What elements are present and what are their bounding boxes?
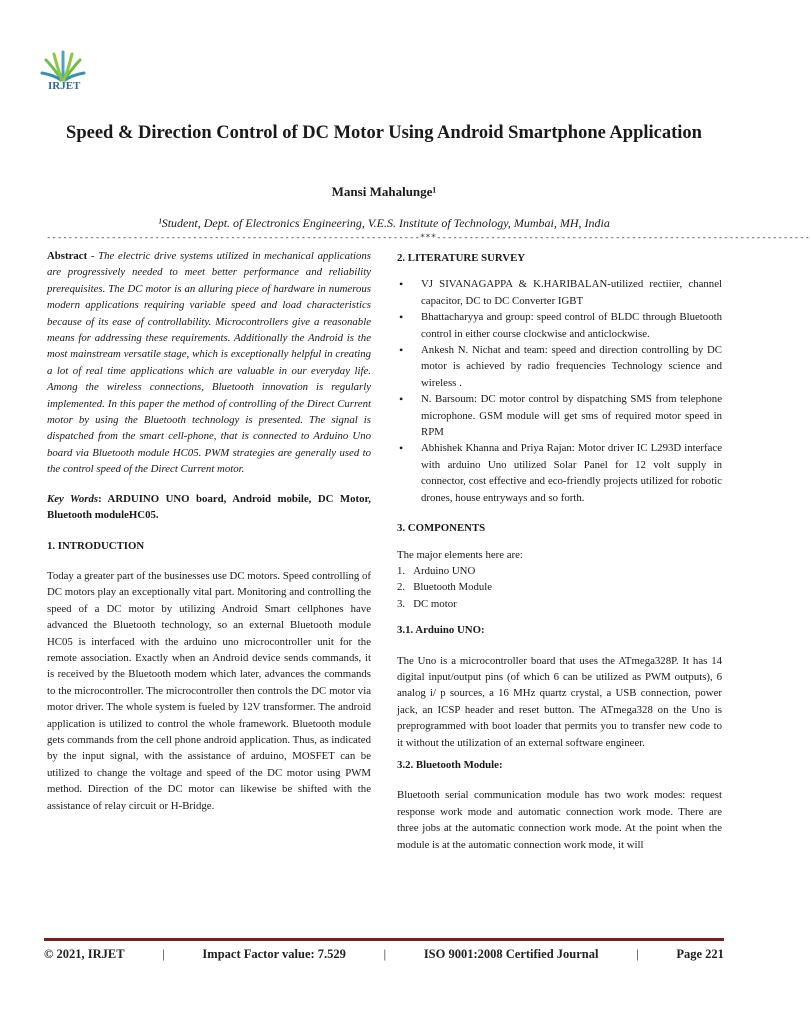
list-item: 1. Arduino UNO [397,564,476,577]
list-item: • N. Barsoum: DC motor control by dispatching SMS from telephone microphone. GSM module will get sms of required motor speed in RPM [421,391,722,440]
footer-copyright: © 2021, IRJET [44,947,125,961]
footer-separator: | [636,947,639,961]
list-item: • Bhattacharyya and group: speed control of BLDC through Bluetooth control in either course clockwise and anticlockwise. [421,309,722,342]
arduino-text: The Uno is a microcontroller board that uses the ATmega328P. It has 14 digital input/output pins (of which 6 can be utilized as PWM outputs), 6 analog i/ p sources, a 16 MHz quartz crystal, a USB connection, power jack, an ICSP header and reset button. The ATmega328 on the Uno is preprogrammed with boot loader that permits you to transfer new code to it without the utilization of an external software engineer. [397,654,722,749]
abstract-text: - The electric drive systems utilized in mechanical applications are progressively needed to meet better performance and reliability prerequisites. The DC motor is an alluring piece of hardware in numerous modern applications requiring variable speed and load characteristics because of its ease of controllability. Microcontrollers give a reasonable means for addressing these requirements. Additionally the Android is the most mainstream versatile stage, which is exceptionally helpful in creating a lot of real time applications which are valuable in our everyday life. Among the wireless connections, Bluetooth innovation is regularly implemented. In this paper the method of controlling of the Direct Current motor by using the Bluetooth technology is presented. The signal is dispatched from the smart cell-phone, that is connected to Arduino Uno board via Bluetooth module HC05. PWM strategies are generally used to the control speed of the Direct Current motor. [47,250,371,476]
introduction-text: Today a greater part of the businesses use DC motors. Speed controlling of DC motors play an exceptionally vital part. Monitoring and controlling the speed of a DC motor by utilizing Android Smart cellphones have advanced the Bluetooth technology, so an external Bluetooth module HC05 is interfaced with the arduino uno microcontroller unit for the remote association. Exactly when an Android device sends commands, it is received by the Bluetooth modem which later, advances the commands to the microcontroller. The microcontroller then controls the DC motor via motor driver. The whole system is fueled by 12V transformer. The android application is utilized to control the whole framework. Bluetooth module gets commands from the cell phone android application. Thus, as indicated by the input signal, with the assistance of arduino, MOSFET can be utilized to change the voltage and speed of the DC motor using PWM method. Direction of the DC motor can likewise be shifted with the assistance of relay circuit or H-Bridge. [47,569,371,812]
right-column [397,248,722,853]
journal-logo-text: IRJET [48,80,81,92]
bluetooth-text: Bluetooth serial communication module has two work modes: request response work mode and automatic connection work mode. There are three jobs at the automatic connection work mode. At the point when the module is at the automatic connection work mode, it will [397,789,722,851]
keywords [47,491,371,524]
arduino-heading: 3.1. Arduino UNO: [397,624,485,637]
components-list [397,563,722,612]
header-divider: ---------------------------------------------------------------------***--------------------------------------------------------------------- [46,233,810,243]
list-item: • VJ SIVANAGAPPA & K.HARIBALAN-utilized rectiier, channel capacitor, DC to DC Converter IGBT [421,276,722,309]
author-name: Mansi Mahalunge¹ [331,184,437,199]
components-heading: 3. COMPONENTS [397,522,486,535]
list-item: 3. DC motor [397,597,457,610]
bluetooth-heading: 3.2. Bluetooth Module: [397,758,503,771]
list-item: • Ankesh N. Nichat and team: speed and direction controlling by DC motor is achieved by radio frequencies Technology science and wireless . [421,342,722,391]
abstract-label: Abstract [47,250,88,262]
footer-impact-factor: Impact Factor value: 7.529 [202,947,346,961]
keywords-label: Key Words [47,492,99,505]
components-intro: The major elements here are: [397,548,523,561]
list-item: 2. Bluetooth Module [397,581,493,594]
list-item: • Abhishek Khanna and Priya Rajan: Motor driver IC L293D interface with arduino Uno utilized Solar Panel for 12 volt supply in connector, cost effective and eco-friendly projects utilized for robotic drones, house entryways and so forth. [421,440,722,506]
author-affiliation: ¹Student, Dept. of Electronics Engineering, V.E.S. Institute of Technology, Mumbai, MH, India [158,216,610,230]
footer-iso: ISO 9001:2008 Certified Journal [423,947,599,961]
literature-list [397,276,722,506]
footer-page-number: Page 221 [676,947,724,961]
introduction-heading: 1. INTRODUCTION [47,539,145,552]
footer-separator: | [162,947,165,961]
literature-heading: 2. LITERATURE SURVEY [397,252,526,264]
page-footer [44,947,724,962]
keywords-text: : ARDUINO UNO board, Android mobile, DC Motor, Bluetooth moduleHC05. [47,492,371,522]
footer-separator: | [383,947,387,961]
paper-title: Speed & Direction Control of DC Motor Using Android Smartphone Application [66,123,702,143]
left-column [47,248,371,814]
abstract [47,248,371,478]
footer-rule [44,938,724,941]
